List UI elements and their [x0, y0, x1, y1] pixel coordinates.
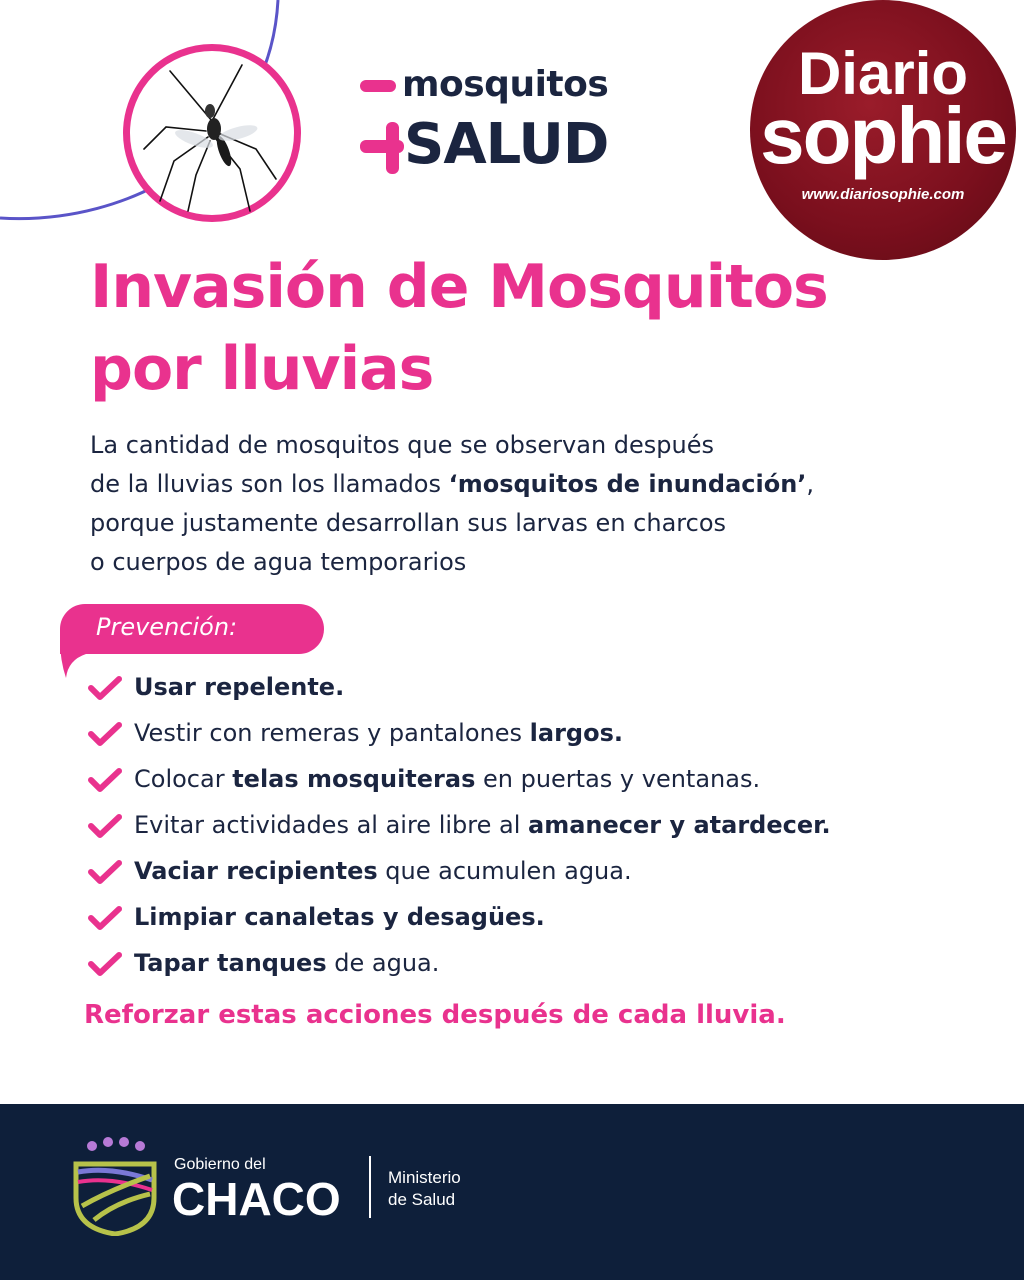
checkmark-icon — [88, 951, 122, 977]
footer — [0, 1104, 1024, 1280]
intro-line3: porque justamente desarrollan sus larvas en charcos — [90, 509, 726, 537]
logo-text-small: mosquitos — [402, 64, 609, 105]
title-line1: Invasión de Mosquitos — [90, 252, 828, 322]
item-text-bold: Limpiar canaletas y desagües. — [134, 903, 545, 931]
item-text-bold: Vaciar recipientes — [134, 857, 378, 885]
prevention-tab — [60, 604, 324, 654]
ministry-line1: Ministerio — [388, 1168, 461, 1187]
item-text-bold: Tapar tanques — [134, 949, 327, 977]
minus-icon — [360, 80, 396, 92]
ministry-line2: de Salud — [388, 1190, 456, 1209]
page-title — [90, 246, 990, 410]
mosquito-badge — [123, 44, 301, 222]
item-text-after: en puertas y ventanas. — [475, 765, 761, 793]
item-text-bold: telas mosquiteras — [232, 765, 476, 793]
intro-line4: o cuerpos de agua temporarios — [90, 548, 467, 576]
watermark-line1: Diario — [797, 40, 969, 107]
list-item — [86, 894, 986, 940]
logo-line1 — [360, 64, 660, 114]
plus-icon — [360, 122, 404, 174]
intro-paragraph — [90, 426, 970, 582]
list-item — [86, 664, 986, 710]
item-text-after: de agua. — [326, 949, 440, 977]
mosquito-icon — [130, 51, 294, 215]
item-text-bold: amanecer y atardecer. — [528, 811, 831, 839]
item-text-before: Evitar actividades al aire libre al — [134, 811, 528, 839]
list-item — [86, 710, 986, 756]
prevention-list — [86, 664, 986, 986]
checkmark-icon — [88, 721, 122, 747]
intro-line2-after: , — [806, 470, 815, 498]
gov-label-big: CHACO — [172, 1173, 341, 1225]
list-item — [86, 802, 986, 848]
chaco-emblem-icon — [70, 1136, 160, 1236]
prevention-label: Prevención: — [96, 613, 238, 641]
gov-label-small: Gobierno del — [174, 1156, 266, 1173]
checkmark-icon — [88, 767, 122, 793]
item-text-bold: Usar repelente. — [134, 673, 345, 701]
item-text-before: Colocar — [134, 765, 233, 793]
intro-line2-bold: ‘mosquitos de inundación’ — [448, 470, 807, 498]
watermark-line2: sophie — [760, 91, 1006, 180]
list-item — [86, 848, 986, 894]
checkmark-icon — [88, 813, 122, 839]
checkmark-icon — [88, 675, 122, 701]
list-item — [86, 940, 986, 986]
checkmark-icon — [88, 859, 122, 885]
intro-line2-before: de la lluvias son los llamados — [90, 470, 449, 498]
item-text-before: Vestir con remeras y pantalones — [134, 719, 530, 747]
checkmark-icon — [88, 905, 122, 931]
logo-text-big: SALUD — [404, 112, 609, 177]
item-text-bold: largos. — [529, 719, 623, 747]
watermark-url: www.diariosophie.com — [801, 186, 965, 203]
closing-note: Reforzar estas acciones después de cada lluvia. — [84, 1000, 786, 1030]
title-line2: por lluvias — [90, 334, 434, 404]
footer-divider — [369, 1156, 371, 1218]
item-text-after: que acumulen agua. — [377, 857, 632, 885]
intro-line1: La cantidad de mosquitos que se observan después — [90, 431, 714, 459]
list-item — [86, 756, 986, 802]
diario-sophie-watermark — [750, 0, 1016, 260]
